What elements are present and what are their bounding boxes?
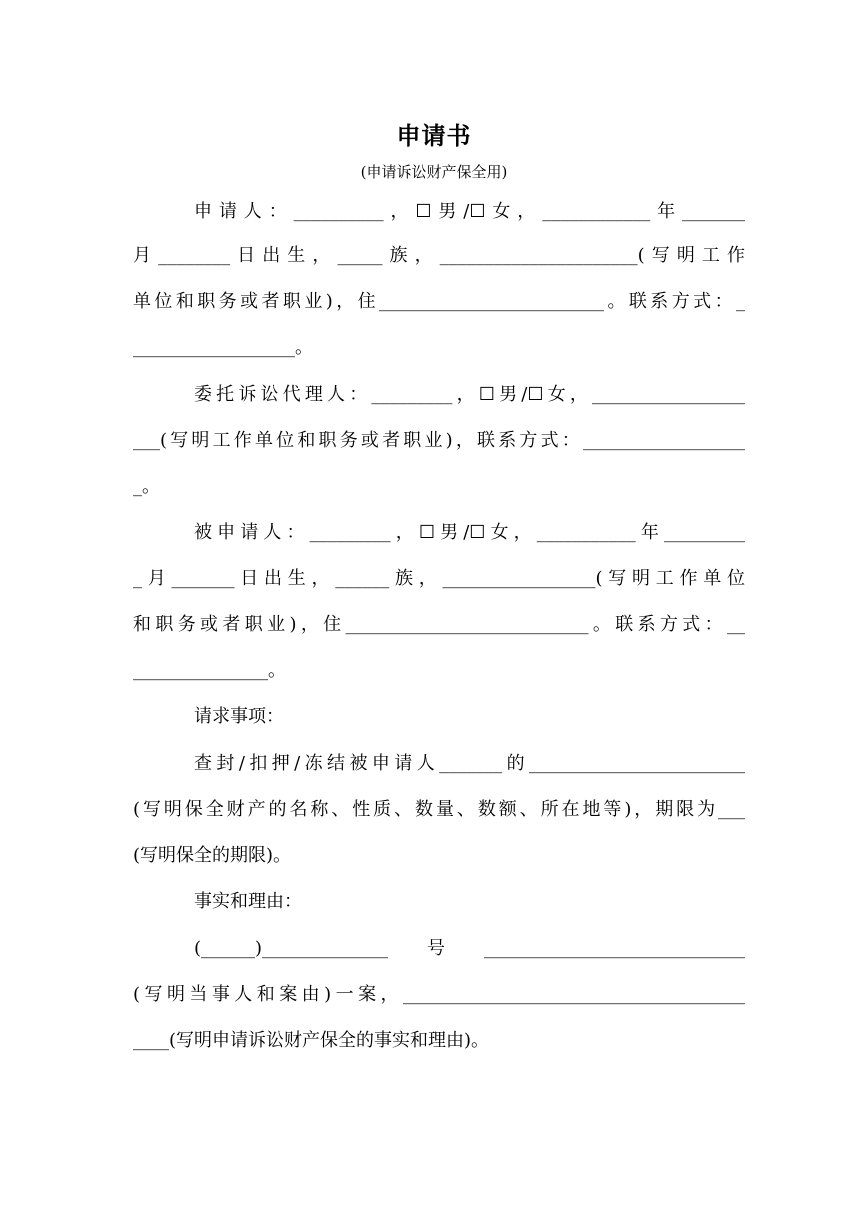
agent-line-2: ___(写明工作单位和职务或者职业)，联系方式：__________________ — [133, 430, 745, 451]
applicant-line-2: 月________日出生，_____族，______________________(写明工作 — [133, 245, 745, 266]
document-title: 申请书 — [396, 121, 472, 150]
facts-line-1: (______)______________号_____________________________ — [194, 938, 745, 959]
request-line-1: 查封/扣押/冻结被申请人_______的________________________ — [194, 753, 745, 774]
facts-heading: 事实和理由： — [194, 891, 302, 912]
applicant-line-3: 单位和职务或者职业)，住_________________________。联系方式：_ — [133, 291, 745, 312]
respondent-line-2: _月_______日出生，______族，_________________(写明工作单位 — [133, 568, 745, 589]
agent-line-3: _。 — [133, 476, 160, 497]
respondent-line-3: 和职务或者职业)，住___________________________。联系方式：__ — [133, 614, 745, 635]
respondent-line-4: _______________。 — [133, 660, 286, 681]
respondent-line-1: 被申请人：_________，☐男/☐女，___________年_________ — [194, 522, 745, 543]
request-heading: 请求事项： — [194, 706, 284, 727]
request-line-2: (写明保全财产的名称、性质、数量、数额、所在地等)，期限为___ — [133, 799, 745, 820]
agent-line-1: 委托诉讼代理人：_________，☐男/☐女，_________________ — [194, 384, 745, 405]
facts-line-3: ____(写明申请诉讼财产保全的事实和理由)。 — [133, 1030, 490, 1051]
applicant-line-1: 申请人：__________，☐男/☐女，____________年_______ — [194, 201, 745, 222]
facts-line-2: (写明当事人和案由)一案，______________________________________ — [133, 984, 745, 1005]
request-line-3: (写明保全的期限)。 — [133, 845, 292, 866]
document-subtitle: (申请诉讼财产保全用) — [360, 163, 508, 181]
applicant-line-4: __________________。 — [133, 337, 313, 358]
